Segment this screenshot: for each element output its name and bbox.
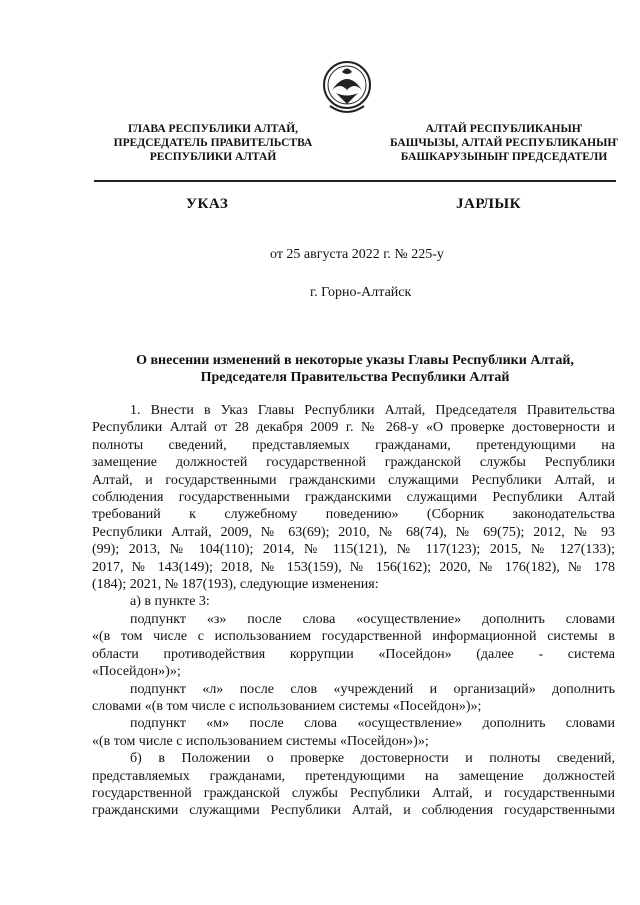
doc-type-altai: JАРЛЫК: [456, 196, 522, 212]
document-title: [94, 352, 616, 386]
header-right-line: БАШЧЫЗЫ, АЛТАЙ РЕСПУБЛИКАНЫҤ: [389, 137, 619, 149]
title-line: О внесении изменений в некоторые указы Главы Республики Алтай,: [136, 353, 574, 368]
body-line: соблюдения государственными гражданскими служащими Республики Алтай: [92, 490, 615, 506]
body-line: (99); 2013, № 104(110); 2014, № 115(121), № 117(123); 2015, № 127(133);: [92, 542, 615, 558]
header-left-line: ГЛАВА РЕСПУБЛИКИ АЛТАЙ,: [127, 123, 299, 135]
header-left-line: РЕСПУБЛИКИ АЛТАЙ: [149, 151, 277, 163]
body-line: «Посейдон»)»;: [92, 664, 181, 680]
header-right-line: БАШКАРУЗЫНЫҤ ПРЕДСЕДАТЕЛИ: [400, 151, 608, 163]
header-divider: [94, 180, 616, 182]
header-left-block: [88, 122, 338, 164]
body-line: государственной гражданской службы Республики Алтай, и государственными: [92, 785, 615, 801]
body-line: подпункт «м» после слова «осуществление» дополнить словами: [130, 716, 615, 732]
body-line: словами «(в том числе с использованием системы «Посейдон»)»;: [92, 698, 482, 714]
body-line: требований к служебному поведению» (Сборник законодательства: [92, 507, 615, 523]
body-line: а) в пункте 3:: [130, 594, 210, 610]
body-line: подпункт «з» после слова «осуществление» дополнить словами: [130, 611, 615, 627]
header-right-block: [384, 122, 624, 164]
body-line: замещение должностей государственной гражданской службы Республики: [92, 455, 615, 471]
body-line: (184); 2021, № 187(193), следующие изменения:: [92, 577, 379, 593]
header-right-line: АЛТАЙ РЕСПУБЛИКАНЫҤ: [425, 123, 583, 135]
body-line: представляемых гражданами, претендующими на замещение должностей: [92, 768, 615, 784]
title-line: Председателя Правительства Республики Алтай: [200, 370, 510, 385]
header-left-line: ПРЕДСЕДАТЕЛЬ ПРАВИТЕЛЬСТВА: [113, 137, 313, 149]
city-line: г. Горно-Алтайск: [310, 285, 412, 300]
body-line: 2017, № 143(149); 2018, № 153(159), № 156(162); 2020, № 176(182), № 178: [92, 559, 615, 575]
date-number-line: от 25 августа 2022 г. № 225-у: [270, 247, 444, 262]
body-line: гражданскими служащими Республики Алтай, и соблюдения государственными: [92, 803, 615, 819]
body-line: «(в том числе с использованием системы «Посейдон»)»;: [92, 733, 429, 749]
body-line: Республики Алтай, 2009, № 63(69); 2010, № 68(74), № 69(75); 2012, № 93: [92, 524, 615, 540]
body-line: полноты сведений, представляемых гражданами, претендующими на: [92, 437, 615, 453]
coat-of-arms-emblem: [322, 60, 372, 120]
body-line: 1. Внести в Указ Главы Республики Алтай, Председателя Правительства: [130, 403, 615, 418]
body-line: области противодействия коррупции «Посейдон» (далее - система: [92, 646, 615, 662]
body-line: Республики Алтай от 28 декабря 2009 г. № 268-у «О проверке достоверности и: [92, 420, 615, 436]
body-line: «(в том числе с использованием государственной информационной системы в: [92, 629, 615, 645]
body-line: б) в Положении о проверке достоверности и полноты сведений,: [130, 751, 615, 767]
document-body: [92, 402, 615, 820]
body-line: подпункт «л» после слов «учреждений и организаций» дополнить: [130, 681, 615, 697]
body-line: Алтай, и государственными гражданскими служащими Республики Алтай, и: [92, 472, 615, 488]
doc-type-russian: УКАЗ: [186, 196, 229, 212]
